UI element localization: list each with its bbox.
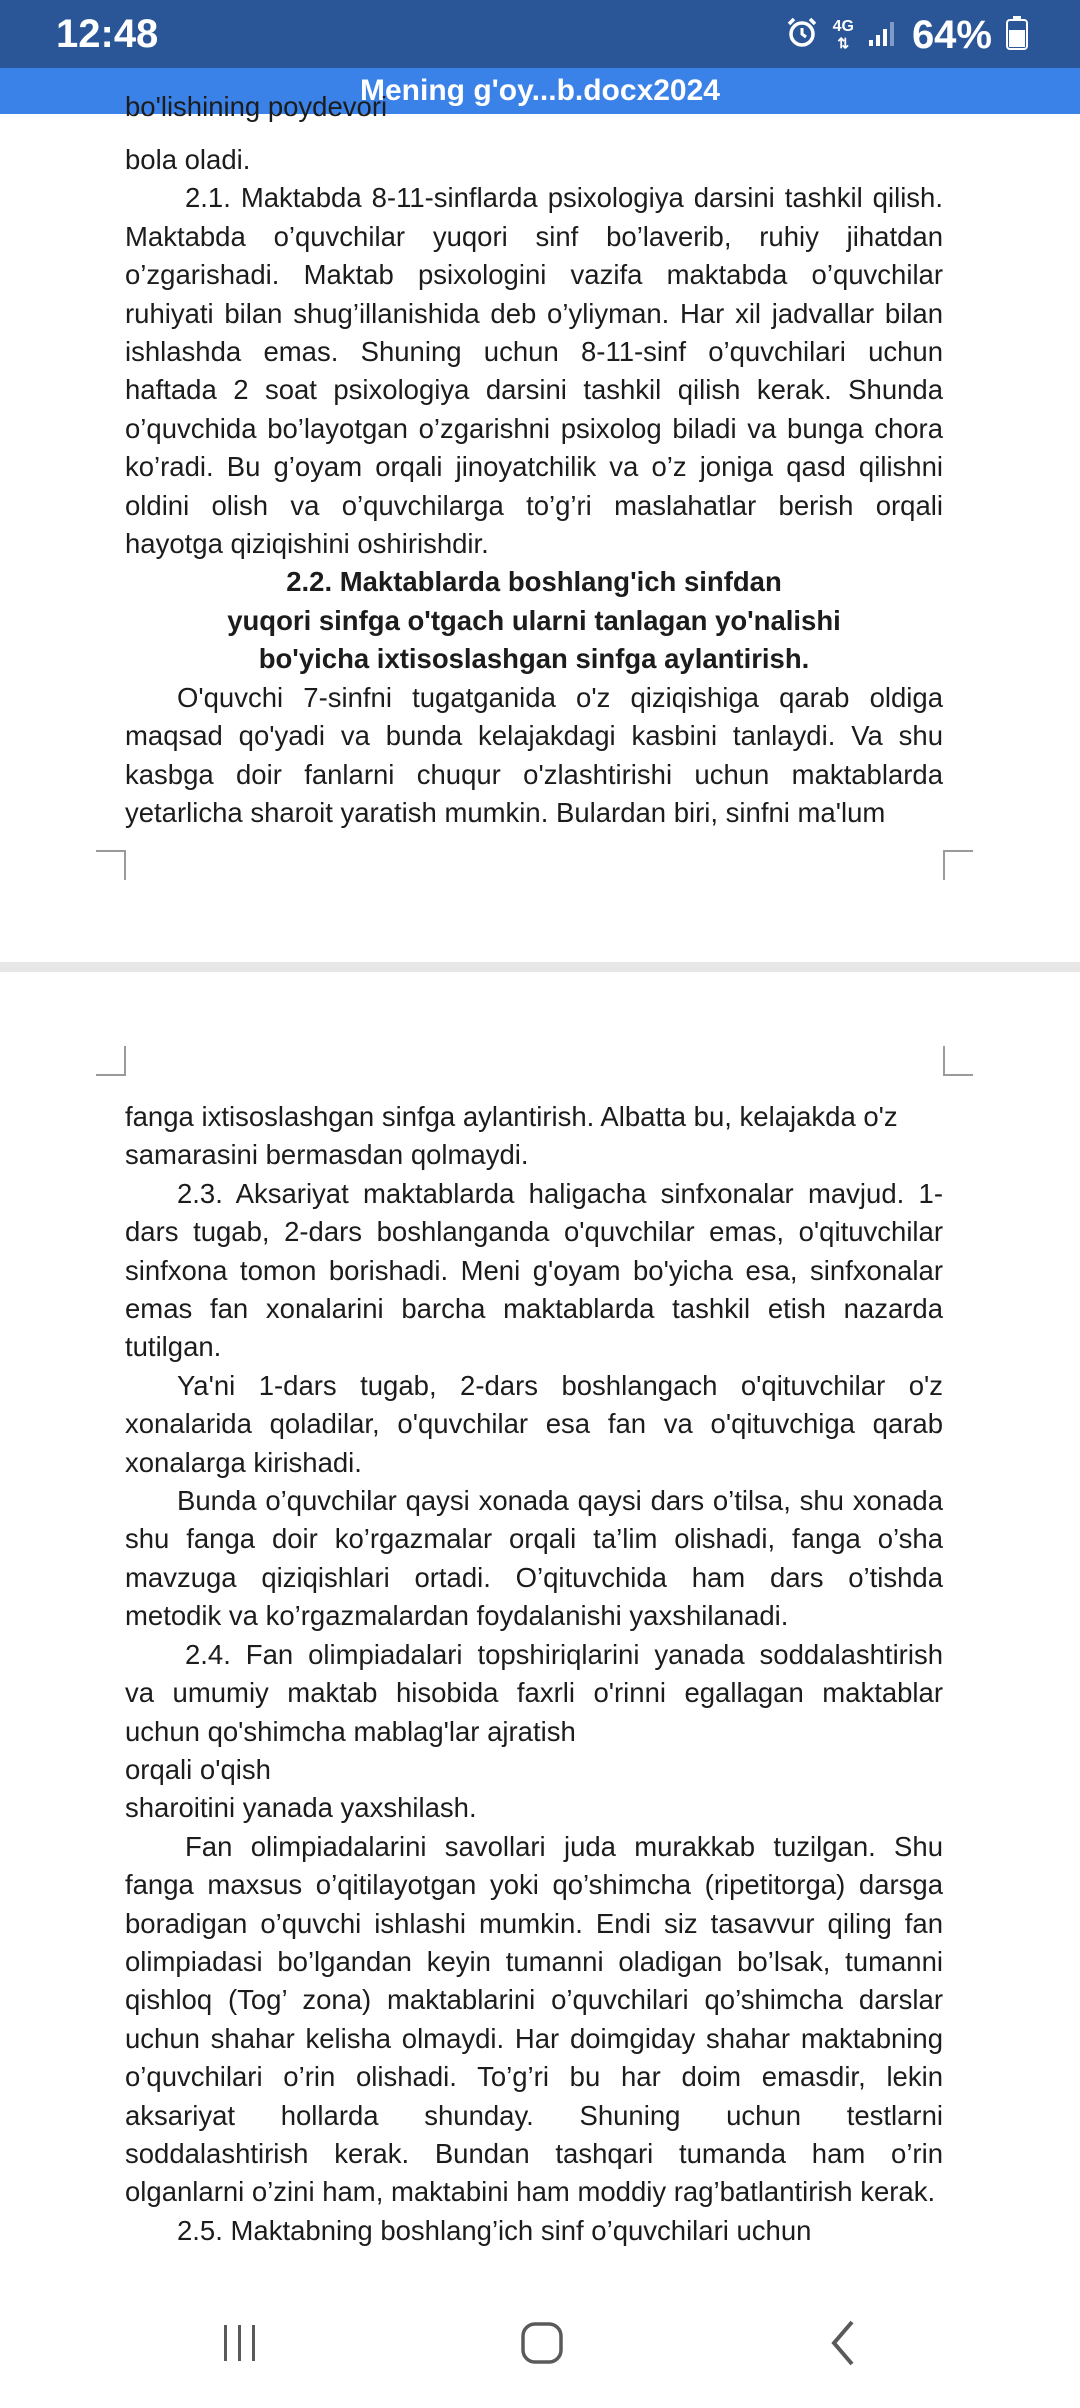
page-margin-mark [943,850,973,880]
navigation-bar [0,2282,1080,2408]
alarm-icon [785,16,819,55]
paragraph: Bunda o’quvchilar qaysi xonada qaysi dars o’tilsa, shu xonada shu fanga doir ko’rgazmalar orqali ta’lim olishadi, fanga o’sha mavzuga qiziqishlari ortadi. O’qituvchida ham dars o’tishda metodik va ko’rgazmalardan foydalanishi yaxshilanadi. [125,1485,943,1632]
paragraph-2-5: 2.5. Maktabning boshlang’ich sinf o’quvchilari uchun [177,2214,812,2246]
battery-icon [1006,16,1028,55]
back-button[interactable] [804,2312,884,2378]
status-time: 12:48 [56,12,159,56]
status-bar [0,0,1080,68]
page-1-text [125,141,943,832]
section-heading-line-2: yuqori sinfga o'tgach ularni tanlagan yo'nalishi [227,604,841,636]
paragraph: bola oladi. [125,144,251,175]
page-margin-mark [96,1046,126,1076]
section-heading-line-3: bo'yicha ixtisoslashgan sinfga aylantirish. [258,643,810,675]
paragraph: sharoitini yanada yaxshilash. [125,1792,477,1824]
paragraph: orqali o'qish [125,1753,271,1785]
paragraph: fanga ixtisoslashgan sinfga aylantirish. Albatta bu, kelajakda o'z samarasini bermasdan qolmaydi. [125,1101,898,1171]
paragraph-2-4: 2.4. Fan olimpiadalari topshiriqlarini yanada soddalashtirish va umumiy maktab hisobida faxrli o'rinni egallagan maktablar uchun qo'shimcha mablag'lar ajratish [125,1638,943,1747]
paragraph-2-1: 2.1. Maktabda 8-11-sinflarda psixologiya darsini tashkil qilish. Maktabda o’quvchilar yuqori sinf bo’laverib, ruhiy jihatdan o’zgarishadi. Maktab psixologini vazifa maktabda o’quvchilar ruhiyati bilan shug’illanishida deb o’yliyman. Har xil jadvallar bilan ishlashda emas. Shuning uchun 8-11-sinf o’quvchilari uchun haftada 2 soat psixologiya darsini tashkil qilish kerak. Shunda o’quvchida bo’layotgan o’zgarishni psixolog biladi va bunga chora ko’radi. Bu g’oyam orqali jinoyatchilik va o’z joniga qasd qilishni oldini olish va o’quvchilarga to’g’ri maslahatlar berish orqali hayotga qiziqishini oshirishdir. [125,182,943,560]
paragraph: Fan olimpiadalarini savollari juda murakkab tuzilgan. Shu fanga maxsus o’qitilayotgan yoki qo’shimcha (ripetitorga) darsga boradigan o’quvchi ishlashi mumkin. Endi siz tasavvur qiling fan olimpiadasi bo’lgandan keyin tumanni oladigan bo’lsak, tumanni qishloq (Tog’ zona) maktablarini o’quvchilari qo’shimcha darslar uchun shahar kelisha olmaydi. Har doimgiday shahar maktabning o’quvchilari o’rin olishadi. To’g’ri bu har doim emasdir, lekin aksariyat hollarda shunday. Shuning uchun testlarni soddalashtirish kerak. Bundan tashqari tumanda ham o’rin olganlarni o’zini ham, maktabini ham moddiy rag’batlantirish kerak. [125,1830,943,2208]
back-icon [824,2318,864,2373]
document-title: Mening g'oy...b.docx2024 [360,74,720,107]
recents-icon [218,2321,262,2370]
battery-percent: 64% [911,12,992,57]
paragraph-2-3: 2.3. Aksariyat maktablarda haligacha sinfxonalar mavjud. 1-dars tugab, 2-dars boshlanganda o'quvchilar emas, o'qituvchilar sinfxona tomon borishadi. Meni g'oyam bo'yicha esa, sinfxonalar emas fan xonalarini barcha maktablarda tashkil etish nazarda tutilgan. [125,1177,943,1363]
page-2-text [125,1098,943,2250]
home-icon [519,2320,565,2371]
paragraph: O'quvchi 7-sinfni tugatganida o'z qiziqishiga qarab oldiga maqsad qo'yadi va bunda kelajakdagi kasbini tanlaydi. Va shu kasbga doir fanlarni chuqur o'zlashtirishi uchun maktablarda yetarlicha sharoit yaratish mumkin. Bulardan biri, sinfni ma'lum [125,681,943,828]
signal-icon [868,18,898,53]
page-separator [0,962,1080,972]
section-heading-line-1: 2.2. Maktablarda boshlang'ich sinfdan [286,566,782,598]
network-type-icon: 4G ⇅ [832,17,854,51]
status-icons [785,12,1028,58]
home-button[interactable] [502,2312,582,2378]
cut-off-line: bo'lishining poydevori [125,91,388,122]
page-margin-mark [96,850,126,880]
paragraph: Ya'ni 1-dars tugab, 2-dars boshlangach o'qituvchilar o'z xonalarida qoladilar, o'quvchilar esa fan va o'qituvchiga qarab xonalarga kirishadi. [125,1369,943,1478]
document-page-1 [0,91,1080,962]
recents-button[interactable] [200,2312,280,2378]
network-type-label: 4G [832,17,854,35]
document-page-2 [0,972,1080,2282]
page-margin-mark [943,1046,973,1076]
